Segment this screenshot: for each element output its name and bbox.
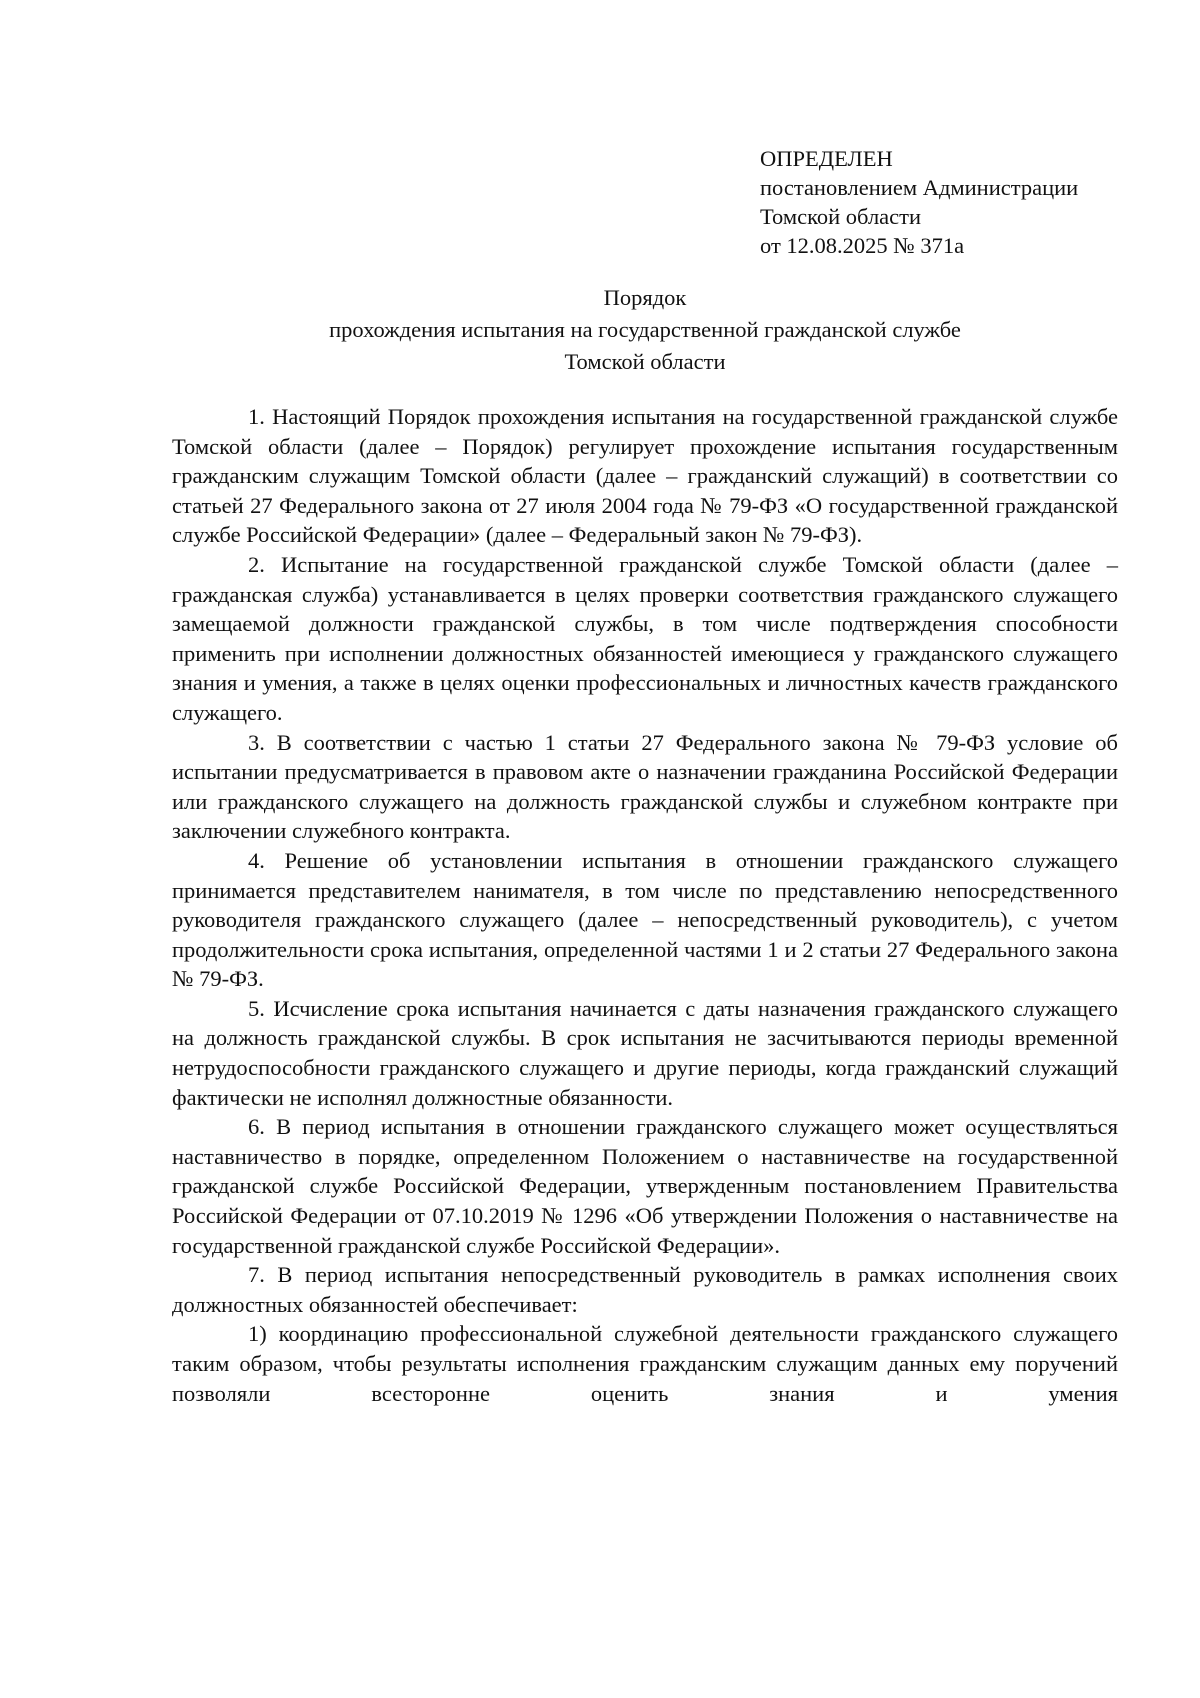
approval-authority: постановлением Администрации	[760, 175, 1079, 200]
approval-date-number: от 12.08.2025 № 371а	[760, 233, 965, 258]
paragraph-2: 2. Испытание на государственной гражданской службе Томской области (далее – гражданская служба) устанавливается в целях проверки соответствия гражданского служащего замещаемой должности гражданской службы, в том числе подтверждения способности применить при исполнении должностных обязанностей имеющиеся у гражданского служащего знания и умения, а также в целях оценки профессиональных и личностных качеств гражданского служащего.	[172, 551, 1118, 725]
paragraph-7-item-1: 1) координацию профессиональной служебной деятельности гражданского служащего таким образом, чтобы результаты исполнения гражданским служащим данных ему поручений позволяли всесторонне оценить знания и умения	[172, 1321, 1118, 1406]
approval-status: ОПРЕДЕЛЕН	[760, 146, 893, 171]
paragraph-7: 7. В период испытания непосредственный руководитель в рамках исполнения своих должностных обязанностей обеспечивает:	[172, 1262, 1118, 1317]
title-line-3: Томской области	[564, 349, 726, 374]
paragraph-3: 3. В соответствии с частью 1 статьи 27 Федерального закона № 79-ФЗ условие об испытании предусматривается в правовом акте о назначении гражданина Российской Федерации или гражданского служащего на должность гражданской службы и служебном контракте при заключении служебного контракта.	[172, 729, 1118, 844]
paragraph-6: 6. В период испытания в отношении гражданского служащего может осуществляться наставничество в порядке, определенном Положением о наставничестве на государственной гражданской службе Российской Федерации, утвержденным постановлением Правительства Российской Федерации от 07.10.2019 № 1296 «Об утверждении Положения о наставничестве на государственной гражданской службе Российской Федерации».	[172, 1114, 1118, 1258]
title-line-1: Порядок	[603, 285, 687, 310]
document-title	[172, 282, 1118, 378]
paragraph-1: 1. Настоящий Порядок прохождения испытания на государственной гражданской службе Томской области (далее – Порядок) регулирует прохождение испытания государственным гражданским служащим Томской области (далее – гражданский служащий) в соответствии со статьей 27 Федерального закона от 27 июля 2004 года № 79-ФЗ «О государственной гражданской службе Российской Федерации» (далее – Федеральный закон № 79-ФЗ).	[172, 404, 1118, 548]
approval-region: Томской области	[760, 204, 922, 229]
paragraph-5: 5. Исчисление срока испытания начинается с даты назначения гражданского служащего на должность гражданской службы. В срок испытания не засчитываются периоды временной нетрудоспособности гражданского служащего и другие периоды, когда гражданский служащий фактически не исполнял должностные обязанности.	[172, 995, 1118, 1110]
approval-stamp	[760, 144, 1078, 260]
paragraph-4: 4. Решение об установлении испытания в отношении гражданского служащего принимается представителем нанимателя, в том числе по представлению непосредственного руководителя гражданского служащего (далее – непосредственный руководитель), с учетом продолжительности срока испытания, определенной частями 1 и 2 статьи 27 Федерального закона № 79-ФЗ.	[172, 847, 1118, 992]
title-line-2: прохождения испытания на государственной гражданской службе	[329, 317, 961, 342]
document-body	[172, 402, 1118, 1408]
